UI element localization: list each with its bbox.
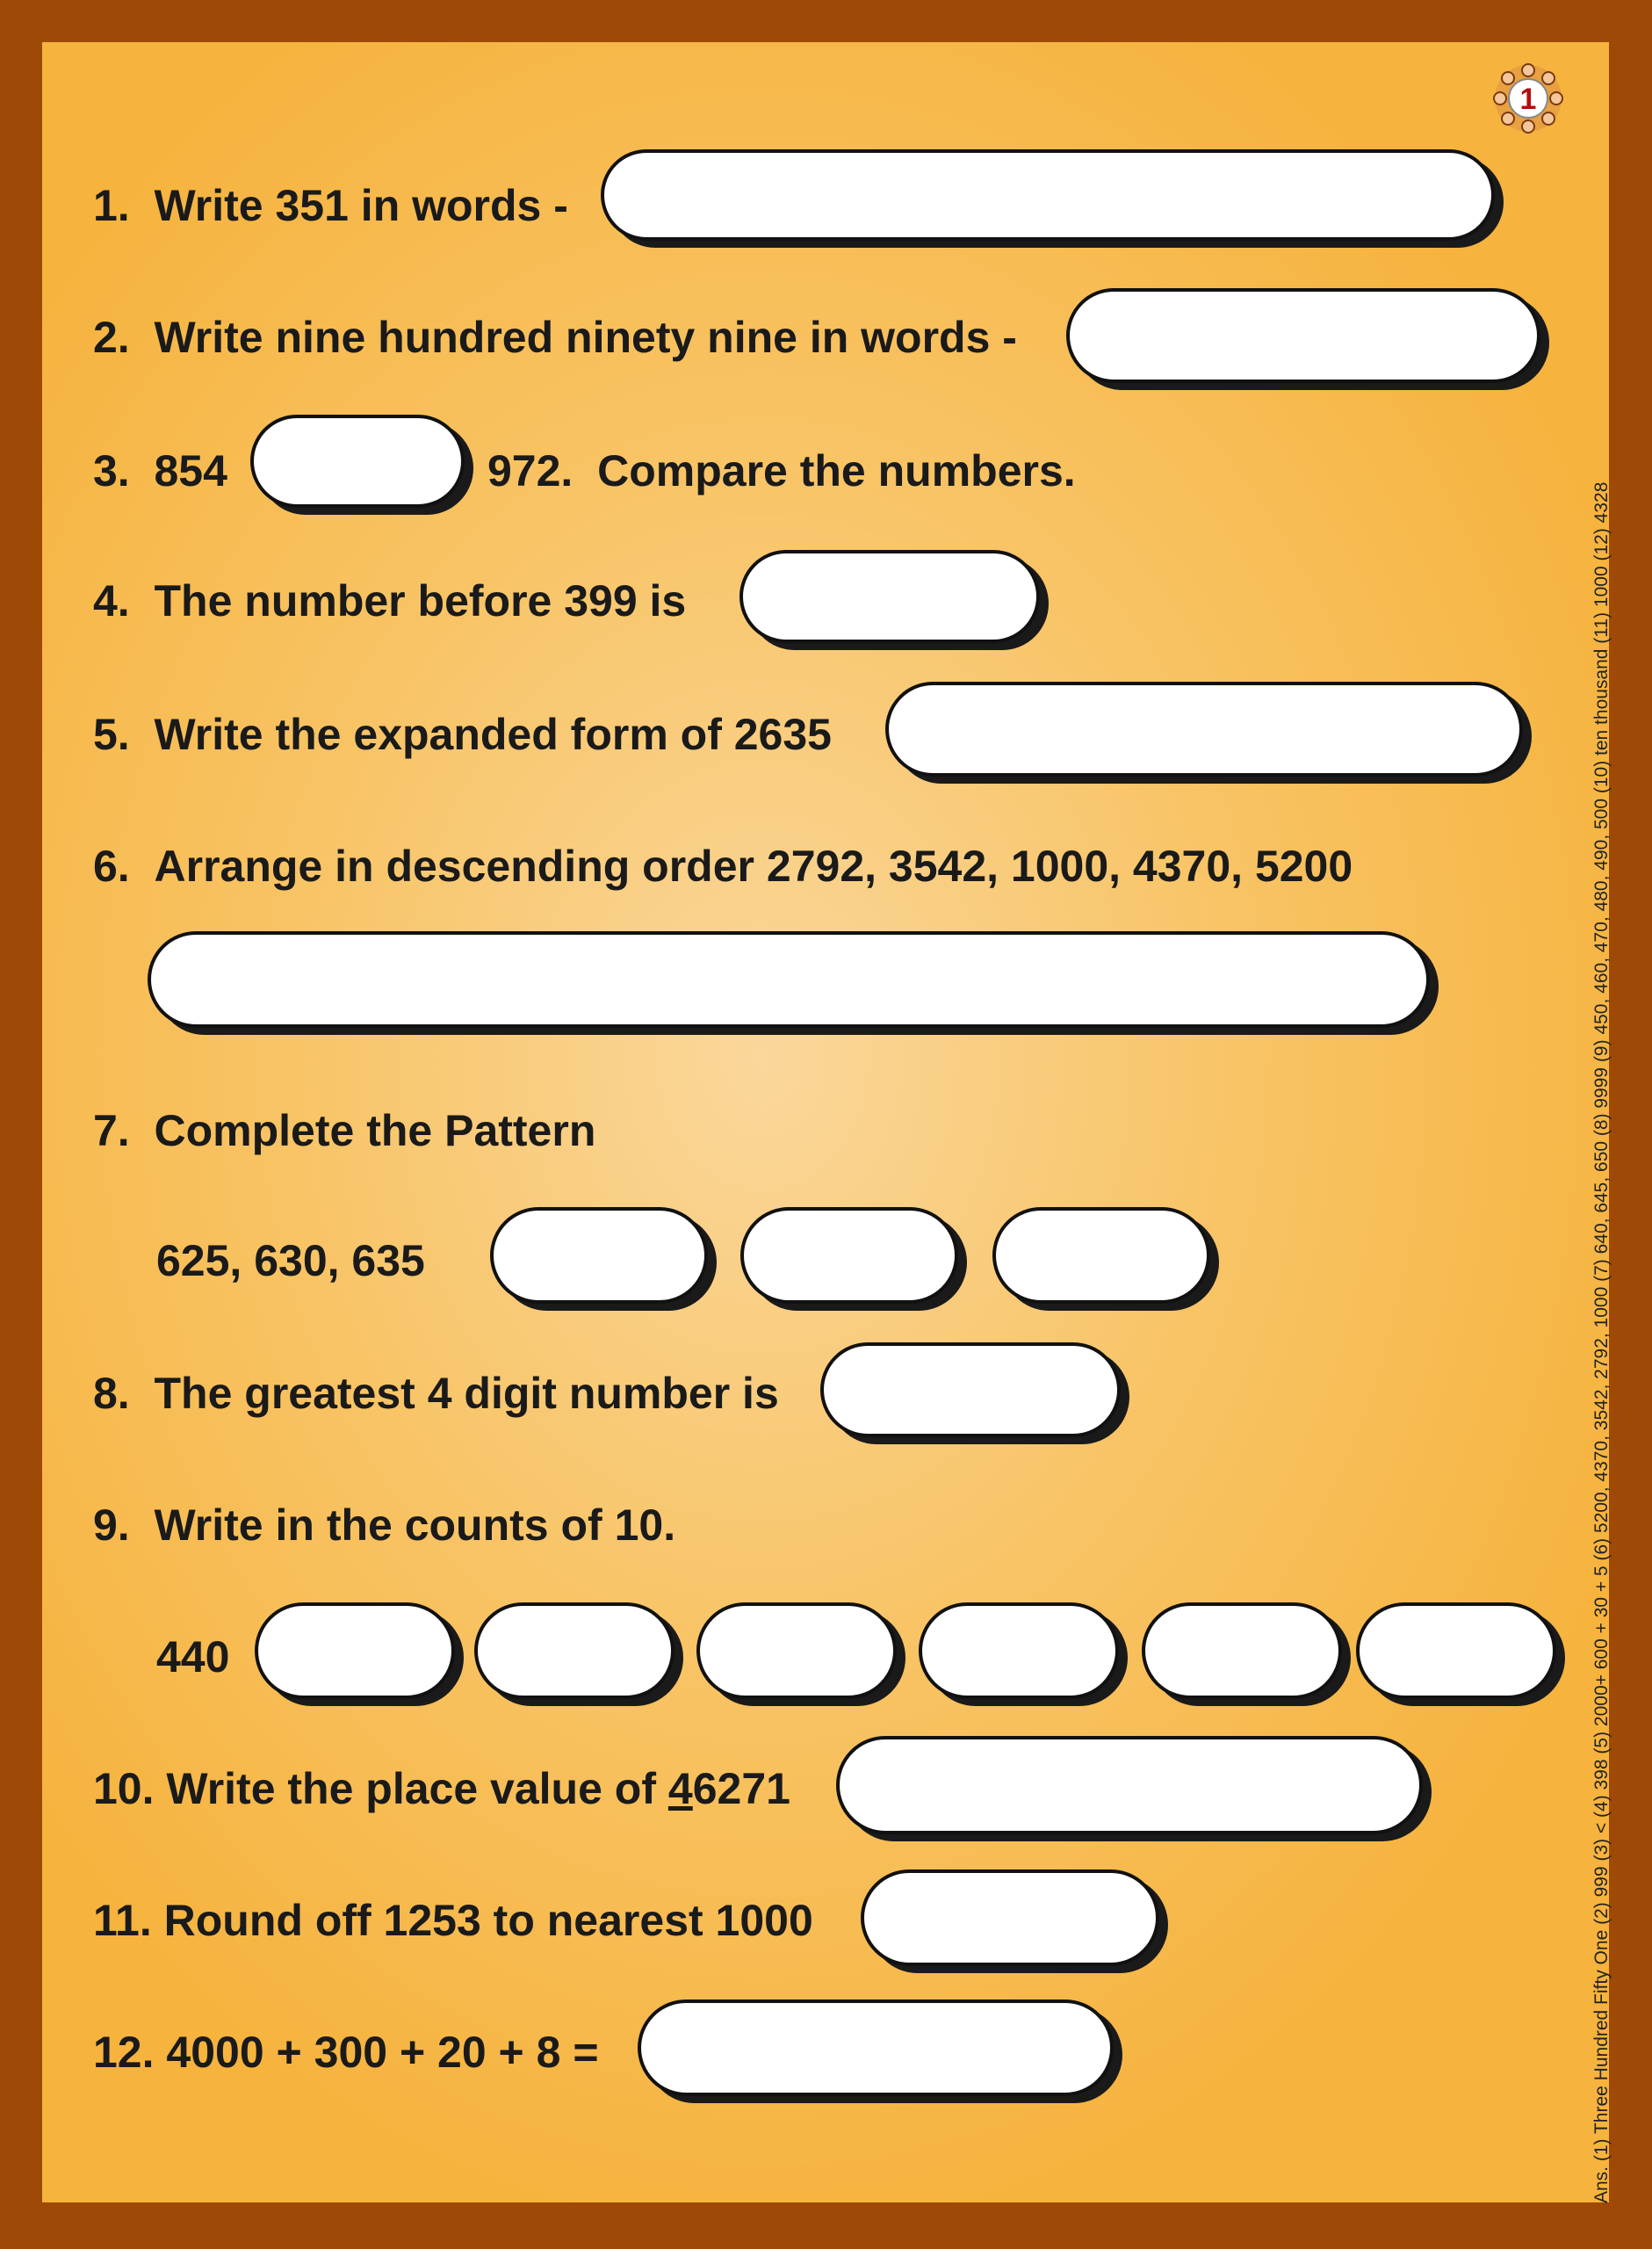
question-text: 4000 + 300 + 20 + 8 = xyxy=(166,2028,599,2077)
answer-box-2[interactable] xyxy=(1066,288,1540,383)
question-6 xyxy=(93,842,1353,891)
answer-box-6[interactable] xyxy=(148,931,1430,1028)
answer-box-10[interactable] xyxy=(836,1736,1423,1834)
answer-box-9e[interactable] xyxy=(1142,1602,1342,1699)
question-9 xyxy=(93,1501,676,1550)
question-number: 8. xyxy=(93,1369,130,1418)
question-number: 11. xyxy=(93,1896,152,1945)
question-number: 2. xyxy=(93,313,130,362)
numbers-list: 2792, 3542, 1000, 4370, 5200 xyxy=(766,842,1353,891)
answer-box-9a[interactable] xyxy=(255,1602,455,1699)
question-number: 6. xyxy=(93,842,130,891)
page-number: 1 xyxy=(1519,83,1537,116)
question-text: Write in the counts of 10. xyxy=(154,1501,676,1550)
question-number: 1. xyxy=(93,181,130,230)
count-start-number: 440 xyxy=(156,1632,230,1681)
answer-box-7b[interactable] xyxy=(740,1207,958,1304)
left-number: 854 xyxy=(154,446,227,495)
question-11 xyxy=(93,1896,813,1945)
question-number: 12. xyxy=(93,2028,155,2077)
question-5 xyxy=(93,710,832,759)
question-3-rest xyxy=(487,446,1076,495)
question-3 xyxy=(93,446,227,495)
number-rest: 6271 xyxy=(692,1764,790,1813)
question-12 xyxy=(93,2028,599,2077)
answer-box-4[interactable] xyxy=(739,550,1040,643)
question-8 xyxy=(93,1369,779,1418)
question-text: Arrange in descending order xyxy=(154,842,754,891)
answer-box-9f[interactable] xyxy=(1356,1602,1556,1699)
pattern-numbers: 625, 630, 635 xyxy=(156,1236,425,1285)
question-text: Complete the Pattern xyxy=(154,1106,596,1155)
underlined-digit: 4 xyxy=(667,1764,693,1813)
right-number: 972. xyxy=(487,446,574,495)
question-4 xyxy=(93,576,687,626)
question-text: Write 351 in words - xyxy=(154,181,568,230)
question-number: 3. xyxy=(93,446,130,495)
question-number: 5. xyxy=(93,710,130,759)
answer-box-8[interactable] xyxy=(820,1342,1121,1437)
question-number: 10. xyxy=(93,1764,155,1813)
answer-box-12[interactable] xyxy=(638,2000,1114,2096)
answer-box-1[interactable] xyxy=(601,149,1495,241)
question-text: The number before 399 is xyxy=(154,576,687,626)
answer-box-3[interactable] xyxy=(250,415,465,508)
question-7 xyxy=(93,1106,596,1155)
answer-box-5[interactable] xyxy=(885,682,1523,777)
answer-key: Ans. (1) Three Hundred Fifty One (2) 999 (3) < (4) 398 (5) 2000+ 600 + 30 + 5 (6) 5200, 4370, 3542, 2792, 1000 (7) 640, 645, 650 (8) 9999 (9) 450, 460, 470, 480, 490, 500 (10) ten thousand (11) 1000 (12) 4328 xyxy=(1591,481,1612,2203)
answer-box-7a[interactable] xyxy=(490,1207,708,1304)
answer-box-9c[interactable] xyxy=(696,1602,897,1699)
question-number: 9. xyxy=(93,1501,130,1550)
question-text: Round off 1253 to nearest 1000 xyxy=(163,1896,813,1945)
question-1 xyxy=(93,181,568,230)
question-10 xyxy=(93,1764,790,1813)
answer-box-11[interactable] xyxy=(861,1869,1159,1966)
question-text: Write nine hundred ninety nine in words - xyxy=(154,313,1017,362)
question-number: 4. xyxy=(93,576,130,626)
answer-box-7c[interactable] xyxy=(992,1207,1210,1304)
question-2 xyxy=(93,313,1017,362)
question-text: Compare the numbers. xyxy=(597,446,1076,495)
question-number: 7. xyxy=(93,1106,130,1155)
question-text: Write the expanded form of 2635 xyxy=(154,710,832,759)
answer-box-9d[interactable] xyxy=(919,1602,1119,1699)
answer-box-9b[interactable] xyxy=(474,1602,675,1699)
question-text: The greatest 4 digit number is xyxy=(154,1369,779,1418)
question-text: Write the place value of xyxy=(166,1764,656,1813)
